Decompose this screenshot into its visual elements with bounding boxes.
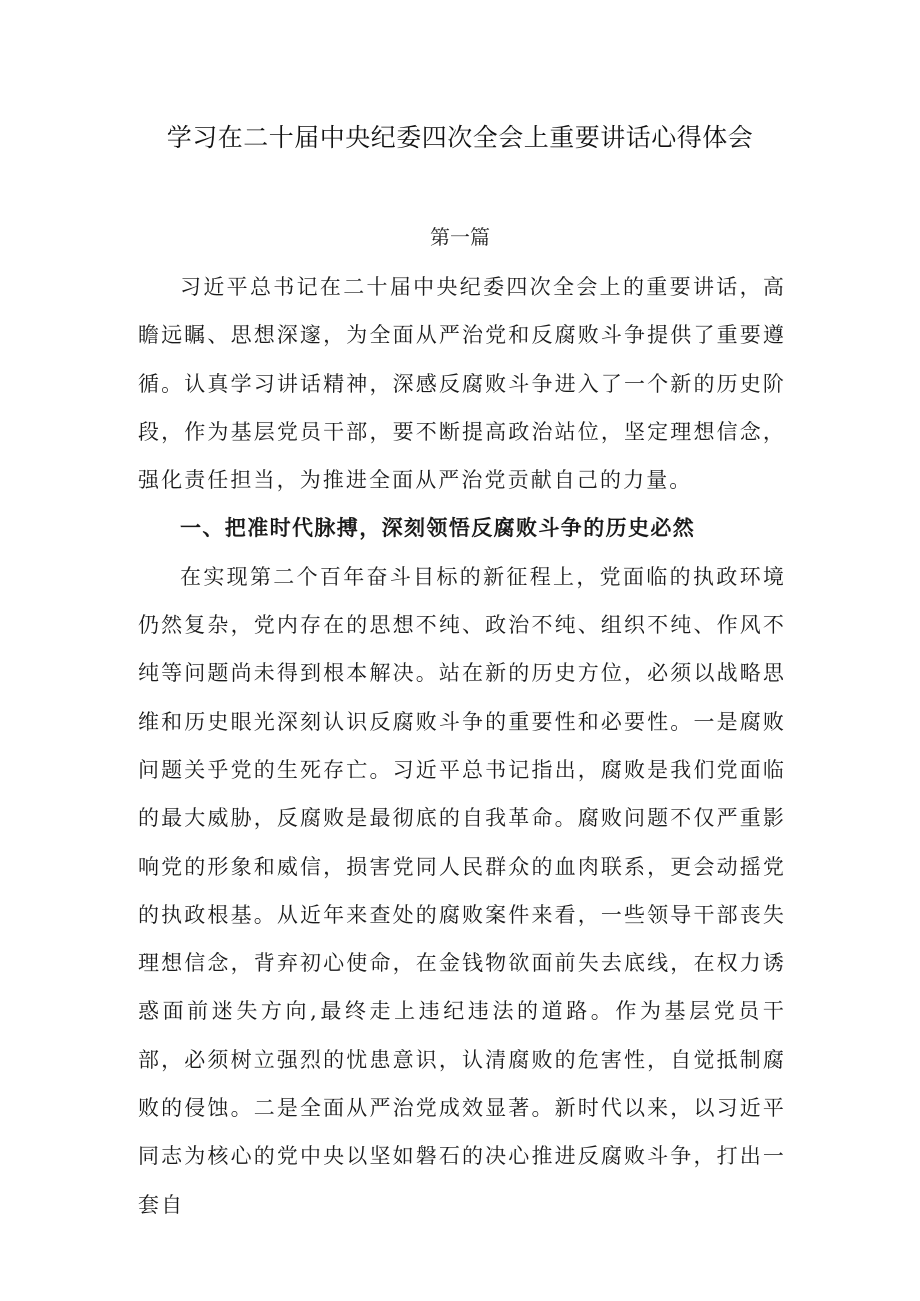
intro-paragraph: 习近平总书记在二十届中央纪委四次全会上的重要讲话，高瞻远瞩、思想深邃，为全面从严治党和反腐败斗争提供了重要遵循。认真学习讲话精神，深感反腐败斗争进入了一个新的历史阶段，作为基层党员干部，要不断提高政治站位，坚定理想信念，强化责任担当，为推进全面从严治党贡献自己的力量。 <box>138 275 786 493</box>
section-label: 第一篇 <box>430 225 490 249</box>
body-paragraph: 在实现第二个百年奋斗目标的新征程上，党面临的执政环境仍然复杂，党内存在的思想不纯、政治不纯、组织不纯、作风不纯等问题尚未得到根本解决。站在新的历史方位，必须以战略思维和历史眼光深刻认识反腐败斗争的重要性和必要性。一是腐败问题关乎党的生死存亡。习近平总书记指出，腐败是我们党面临的最大威胁，反腐败是最彻底的自我革命。腐败问题不仅严重影响党的形象和威信，损害党同人民群众的血肉联系，更会动摇党的执政根基。从近年来查处的腐败案件来看，一些领导干部丧失理想信念，背弃初心使命，在金钱物欲面前失去底线，在权力诱惑面前迷失方向,最终走上违纪违法的道路。作为基层党员干部，必须树立强烈的忧患意识，认清腐败的危害性，自觉抵制腐败的侵蚀。二是全面从严治党成效显著。新时代以来，以习近平同志为核心的党中央以坚如磐石的决心推进反腐败斗争，打出一套自 <box>138 564 786 1217</box>
section-heading: 一、把准时代脉搏，深刻领悟反腐败斗争的历史必然 <box>180 516 696 541</box>
document-title: 学习在二十届中央纪委四次全会上重要讲话心得体会 <box>166 123 754 152</box>
document-body <box>138 263 786 1229</box>
